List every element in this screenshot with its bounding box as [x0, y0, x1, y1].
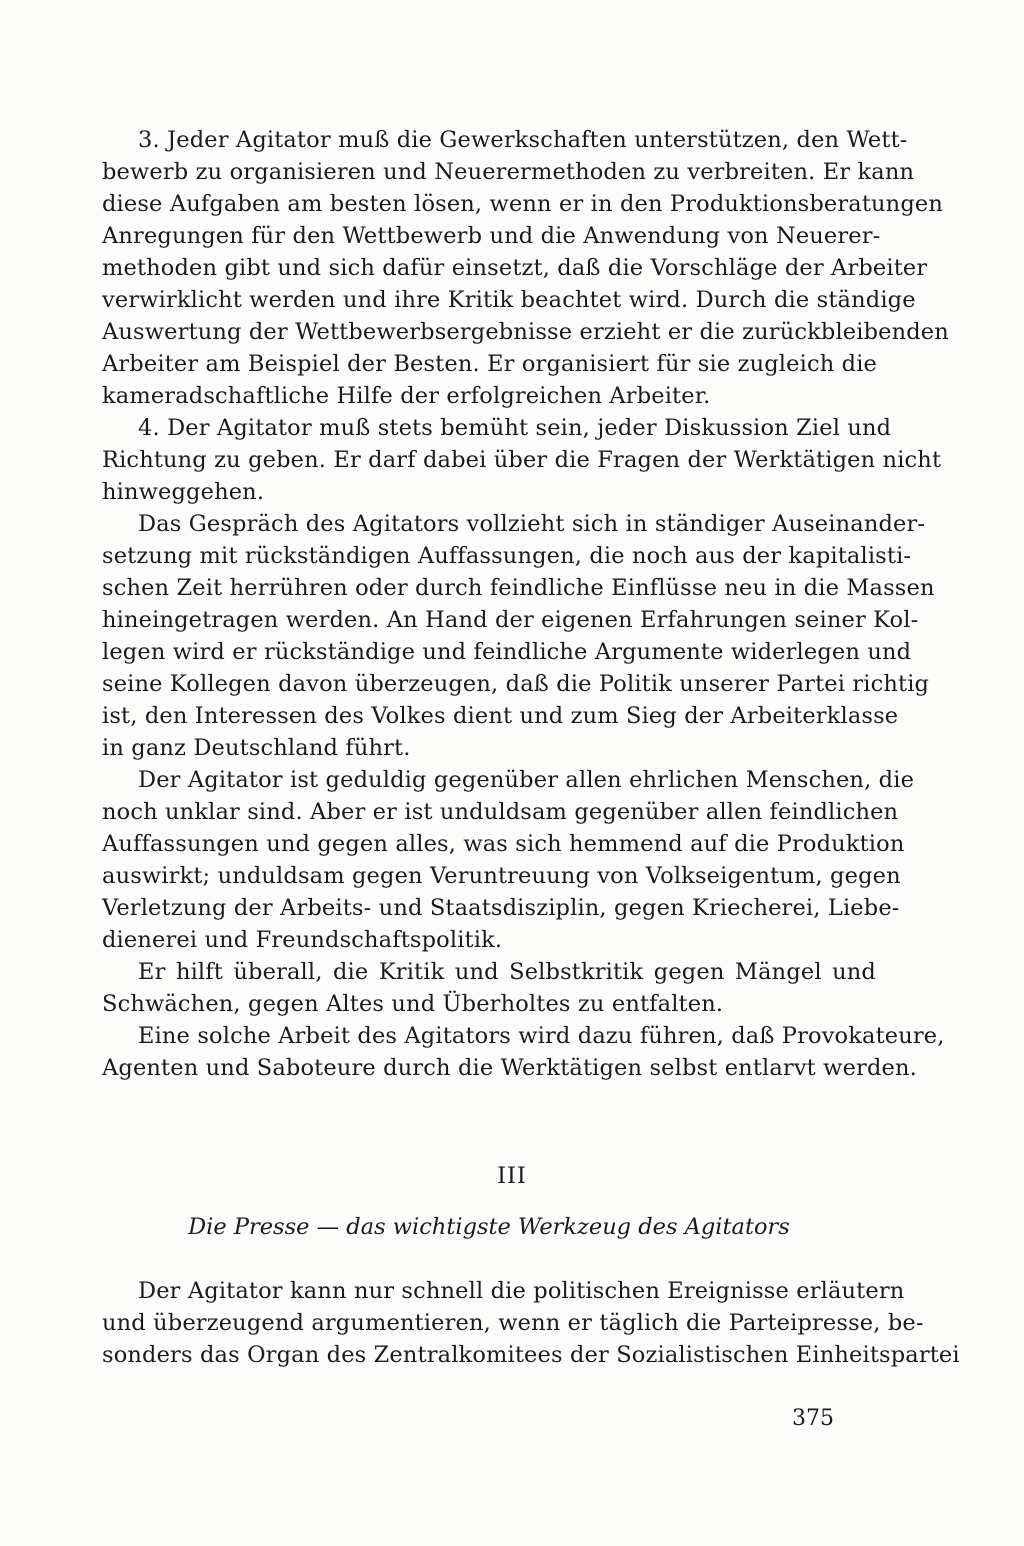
text-line: 4. Der Agitator muß stets bemüht sein, jeder Diskussion Ziel und	[138, 415, 892, 441]
section-title: Die Presse — das wichtigste Werkzeug des Agitators	[188, 1214, 790, 1240]
page-number: 375	[792, 1406, 834, 1431]
text-line: Anregungen für den Wettbewerb und die Anwendung von Neuerer-	[102, 223, 881, 249]
text-line: Das Gespräch des Agitators vollzieht sich in ständiger Auseinander-	[138, 511, 926, 537]
text-line: Verletzung der Arbeits- und Staatsdisziplin, gegen Kriecherei, Liebe-	[102, 895, 900, 921]
text-line: hineingetragen werden. An Hand der eigenen Erfahrungen seiner Kol-	[102, 607, 919, 633]
text-line: Er hilft überall, die Kritik und Selbstkritik gegen Mängel und	[138, 959, 876, 985]
text-line: kameradschaftliche Hilfe der erfolgreichen Arbeiter.	[102, 383, 711, 409]
text-line: Schwächen, gegen Altes und Überholtes zu entfalten.	[102, 991, 724, 1017]
text-line: Eine solche Arbeit des Agitators wird dazu führen, daß Provokateure,	[138, 1023, 945, 1049]
text-line: noch unklar sind. Aber er ist unduldsam gegenüber allen feindlichen	[102, 799, 899, 825]
text-line: in ganz Deutschland führt.	[102, 735, 411, 761]
text-line: Arbeiter am Beispiel der Besten. Er organisiert für sie zugleich die	[102, 351, 878, 377]
text-line: Auswertung der Wettbewerbsergebnisse erzieht er die zurückbleibenden	[102, 319, 949, 345]
text-line: dienerei und Freundschaftspolitik.	[102, 927, 503, 953]
text-line: verwirklicht werden und ihre Kritik beachtet wird. Durch die ständige	[102, 287, 916, 313]
text-line: und überzeugend argumentieren, wenn er täglich die Parteipresse, be-	[102, 1310, 924, 1336]
text-line: legen wird er rückständige und feindliche Argumente widerlegen und	[102, 639, 912, 665]
text-line: Auffassungen und gegen alles, was sich hemmend auf die Produktion	[102, 831, 905, 857]
text-line: sonders das Organ des Zentralkomitees der Sozialistischen Einheitspartei	[102, 1342, 960, 1368]
text-line: bewerb zu organisieren und Neuerermethoden zu verbreiten. Er kann	[102, 159, 915, 185]
section-body-text	[102, 1275, 960, 1371]
text-line: Agenten und Saboteure durch die Werktätigen selbst entlarvt werden.	[102, 1055, 917, 1081]
body-text	[102, 124, 949, 1084]
text-line: 3. Jeder Agitator muß die Gewerkschaften unterstützen, den Wett-	[138, 127, 908, 153]
section-number: III	[497, 1163, 527, 1189]
text-line: Richtung zu geben. Er darf dabei über die Fragen der Werktätigen nicht	[102, 447, 942, 473]
text-line: hinweggehen.	[102, 479, 265, 505]
text-line: diese Aufgaben am besten lösen, wenn er in den Produktionsberatungen	[102, 191, 943, 217]
text-line: methoden gibt und sich dafür einsetzt, daß die Vorschläge der Arbeiter	[102, 255, 928, 281]
text-line: schen Zeit herrühren oder durch feindliche Einflüsse neu in die Massen	[102, 575, 935, 601]
text-line: Der Agitator kann nur schnell die politischen Ereignisse erläutern	[138, 1278, 905, 1304]
text-line: ist, den Interessen des Volkes dient und zum Sieg der Arbeiterklasse	[102, 703, 899, 729]
text-line: setzung mit rückständigen Auffassungen, die noch aus der kapitalisti-	[102, 543, 912, 569]
text-line: Der Agitator ist geduldig gegenüber allen ehrlichen Menschen, die	[138, 767, 915, 793]
text-line: auswirkt; unduldsam gegen Veruntreuung von Volkseigentum, gegen	[102, 863, 901, 889]
text-line: seine Kollegen davon überzeugen, daß die Politik unserer Partei richtig	[102, 671, 930, 697]
